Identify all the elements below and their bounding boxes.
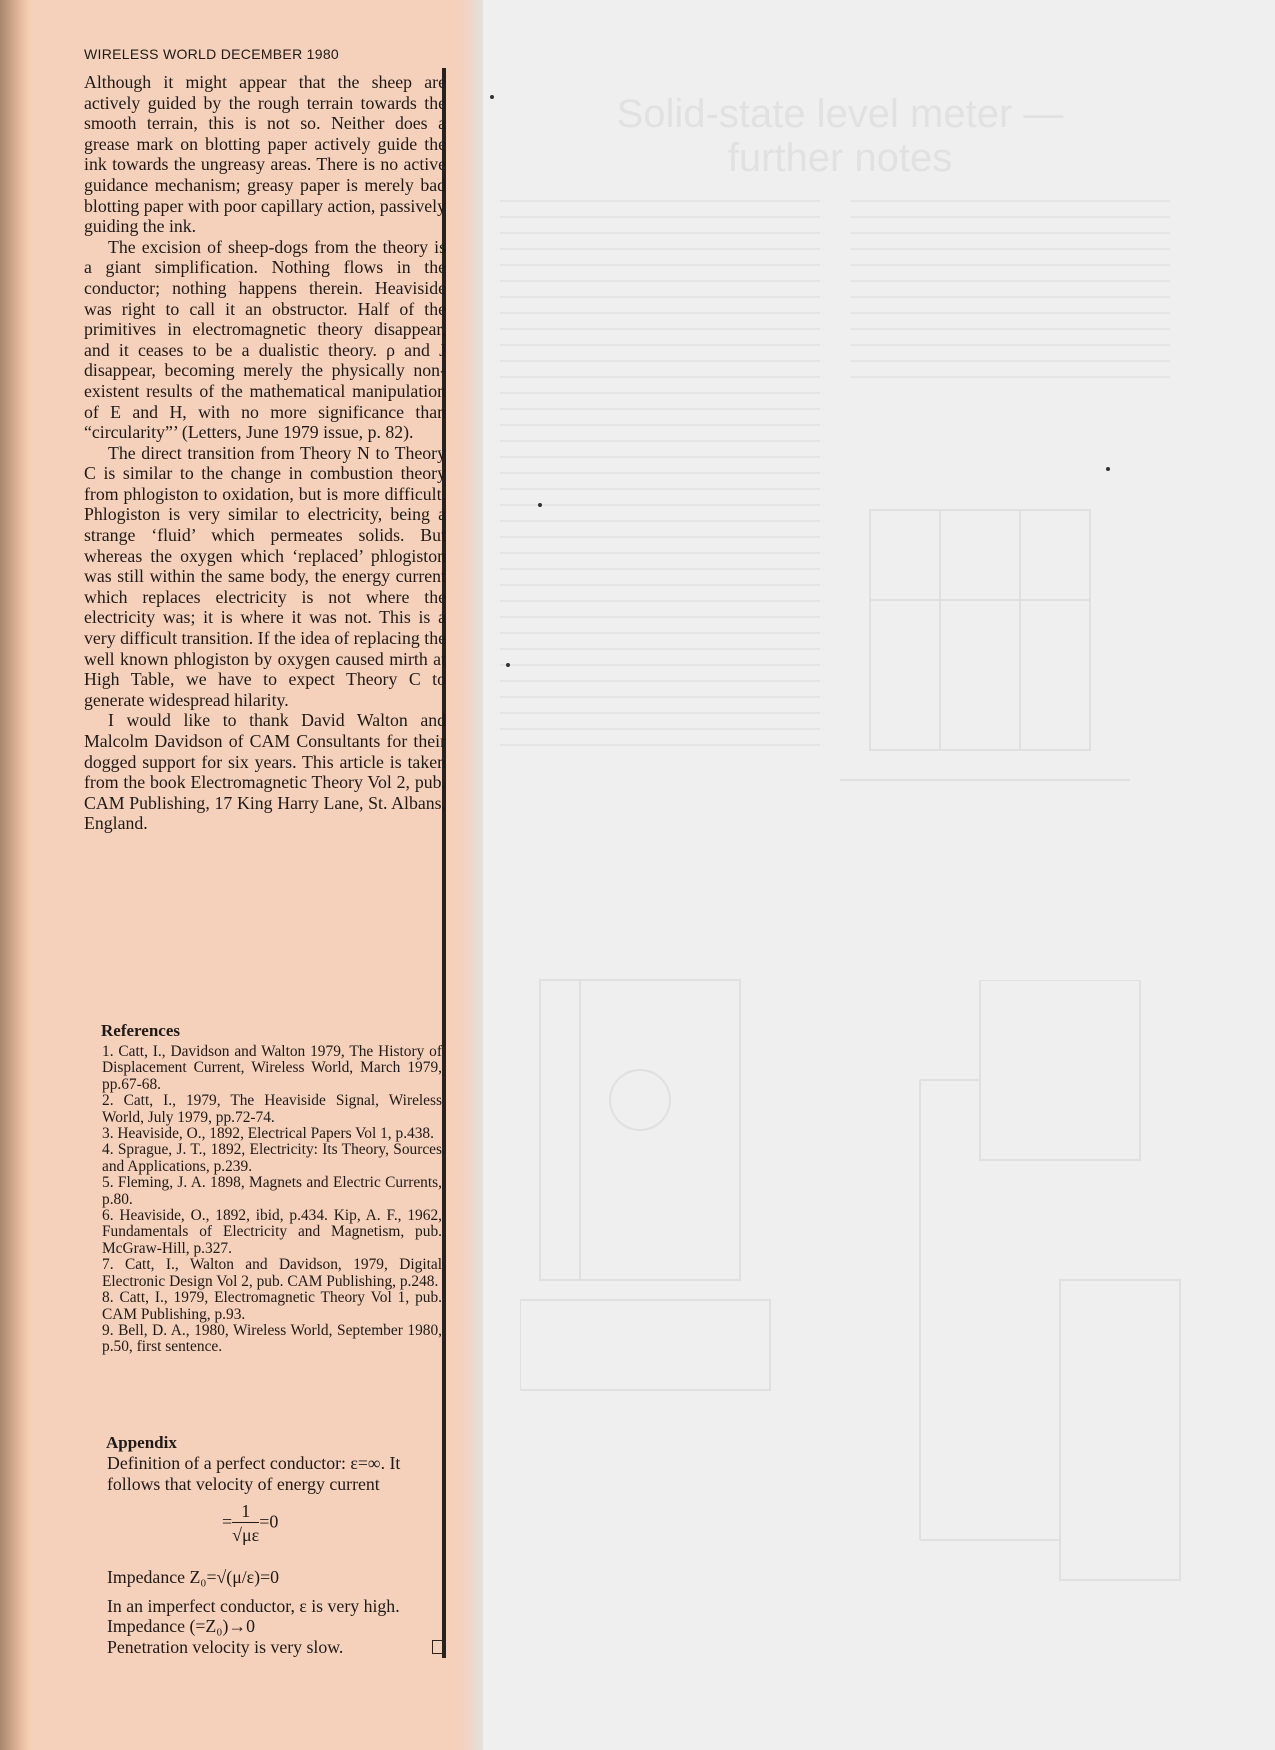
velocity-equation xyxy=(222,1500,278,1547)
facing-page-column-right xyxy=(850,200,1170,392)
paragraph-3: The direct transition from Theory N to Theory C is similar to the change in combustion theory from phlogiston to oxidation, but is more difficult. Phlogiston is very similar to electricity, being a strange ‘fluid’ which permeates solids. But whereas the oxygen which ‘replaced’ phlogiston was still within the same body, the energy current which replaces electricity is not where the electricity was; it is where it was not. This is a very difficult transition. If the idea of replacing the well known phlogiston by oxygen caused mirth at High Table, we have to expect Theory C to generate widespread hilarity. xyxy=(84,442,446,710)
running-header: WIRELESS WORLD DECEMBER 1980 xyxy=(84,46,340,62)
binding-shadow xyxy=(0,0,30,1750)
reference-item: 7. Catt, I., Walton and Davidson, 1979, Digital Electronic Design Vol 2, pub. CAM Publishing, p.248. xyxy=(102,1256,442,1290)
reference-item: 6. Heaviside, O., 1892, ibid, p.434. Kip, A. F., 1962, Fundamentals of Electricity and Magnetism, pub. McGraw-Hill, p.327. xyxy=(102,1207,442,1257)
reference-item: 1. Catt, I., Davidson and Walton 1979, The History of Displacement Current, Wireless World, March 1979, pp.67-68. xyxy=(102,1043,442,1093)
reference-item: 5. Fleming, J. A. 1898, Magnets and Electric Currents, p.80. xyxy=(102,1174,442,1208)
velocity-prefix: = xyxy=(222,1511,233,1532)
end-of-article-mark xyxy=(432,1640,446,1654)
appendix-line-2: Impedance (=Z₀)→0 xyxy=(107,1616,256,1636)
appendix-intro: Definition of a perfect conductor: ε=∞. It follows that velocity of energy current xyxy=(107,1453,401,1494)
reference-item: 8. Catt, I., 1979, Electromagnetic Theory Vol 1, pub. CAM Publishing, p.93. xyxy=(102,1289,442,1323)
page-edge xyxy=(463,0,483,1750)
reference-item: 3. Heaviside, O., 1892, Electrical Papers Vol 1, p.438. xyxy=(102,1125,434,1143)
velocity-suffix: =0 xyxy=(259,1511,279,1532)
references-list xyxy=(102,1044,442,1356)
velocity-denominator: √με xyxy=(232,1525,260,1545)
paragraph-1: Although it might appear that the sheep are actively guided by the rough terrain towards the smooth terrain, this is not so. Neither does a grease mark on blotting paper actively guide the ink towards the ungreasy areas. There is no active guidance mechanism; greasy paper is merely bad blotting paper with poor capillary action, passively guiding the ink. xyxy=(84,72,446,237)
appendix-line-3: Penetration velocity is very slow. xyxy=(107,1637,344,1657)
print-speck xyxy=(506,663,510,667)
reference-item: 9. Bell, D. A., 1980, Wireless World, September 1980, p.50, first sentence. xyxy=(102,1321,442,1356)
references-heading: References xyxy=(101,1021,180,1040)
appendix-line-1: In an imperfect conductor, ε is very high. xyxy=(107,1596,400,1616)
print-speck xyxy=(538,503,542,507)
velocity-fraction xyxy=(232,1500,259,1547)
facing-page-circuit-diagram-2 xyxy=(900,980,1200,1620)
reference-item: 2. Catt, I., 1979, The Heaviside Signal, Wireless World, July 1979, pp.72-74. xyxy=(102,1092,442,1126)
paragraph-4: I would like to thank David Walton and Malcolm Davidson of CAM Consultants for their dogged support for six years. This article is taken from the book Electromagnetic Theory Vol 2, pub. CAM Publishing, 17 King Harry Lane, St. Albans, England. xyxy=(84,710,446,834)
print-speck xyxy=(1106,467,1110,471)
facing-page-title: Solid-state level meter — further notes xyxy=(616,92,1064,180)
facing-page-column-left xyxy=(500,200,820,760)
facing-page-pcb-diagram xyxy=(520,940,780,1400)
print-speck xyxy=(490,95,494,99)
article-body xyxy=(84,72,446,834)
velocity-numerator: 1 xyxy=(232,1500,259,1523)
reference-item: 4. Sprague, J. T., 1892, Electricity: Its Theory, Sources and Applications, p.239. xyxy=(102,1141,442,1175)
facing-page-circuit-diagram xyxy=(840,450,1140,830)
appendix-heading: Appendix xyxy=(106,1433,177,1452)
impedance-equation: Impedance Z₀=√(μ/ε)=0 xyxy=(107,1567,279,1587)
paragraph-2: The excision of sheep-dogs from the theory is a giant simplification. Nothing flows in the conductor; nothing happens therein. Heaviside was right to call it an obstructor. Half of the primitives in electromagnetic theory disappear, and it ceases to be a dualistic theory. ρ and J disappear, becoming merely the physically non-existent results of the mathematical manipulation of E and H, with no more significance than “circularity”’ (Letters, June 1979 issue, p. 82). xyxy=(84,236,446,443)
